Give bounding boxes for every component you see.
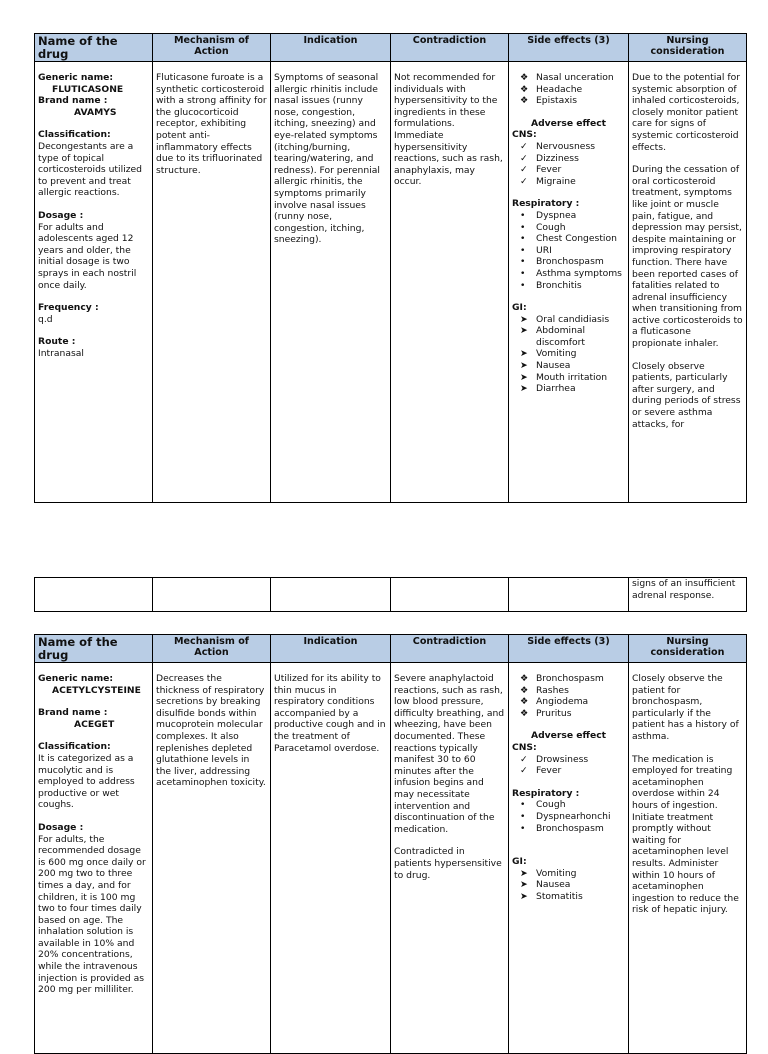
- table-row: [35, 663, 747, 1054]
- arrow-bullet-icon: ➤: [520, 879, 528, 891]
- arrow-bullet-icon: ➤: [520, 325, 528, 337]
- header-nursing: Nursing consideration: [629, 34, 747, 62]
- side-effects-list: [512, 72, 625, 107]
- frequency-text: q.d: [38, 313, 53, 325]
- dot-bullet-icon: •: [520, 244, 526, 256]
- dosage-label: Dosage :: [38, 821, 84, 833]
- brand-name: AVAMYS: [74, 106, 117, 118]
- dot-bullet-icon: •: [520, 799, 526, 811]
- nursing-text: signs of an insufficient adrenal response.: [632, 578, 736, 601]
- indication-cell: [271, 62, 391, 503]
- dot-bullet-icon: •: [520, 810, 526, 822]
- table-header-row: [35, 34, 747, 62]
- diamond-bullet-icon: ❖: [520, 696, 529, 708]
- cns-list: [512, 754, 625, 777]
- brand-name-label: Brand name :: [38, 707, 108, 719]
- nursing-text: The medication is employed for treating acetaminophen overdose within 24 hours of ingestion. Initiate treatment promptly without waiting for acetaminophen level results. Administer within 10 hours of acetaminophen ingestion to reduce the risk of hepatic injury.: [632, 753, 739, 916]
- list-item: ➤ Nausea: [520, 360, 571, 372]
- header-drug-name: Name of the drug: [35, 635, 153, 663]
- arrow-bullet-icon: ➤: [520, 383, 528, 395]
- classification-label: Classification:: [38, 129, 111, 141]
- indication-cell: [271, 663, 391, 1054]
- gi-label: GI:: [512, 302, 527, 314]
- list-item: ➤ Diarrhea: [520, 383, 576, 395]
- dot-bullet-icon: •: [520, 267, 526, 279]
- gi-label: GI:: [512, 856, 527, 868]
- list-item: • URI: [520, 244, 552, 256]
- indication-text: Symptoms of seasonal allergic rhinitis include nasal issues (runny nose, congestion, itching, sneezing) and eye-related symptoms (itching/burning, tearing/watering, and redness). For perennial allergic rhinitis, the symptoms primarily involve nasal issues (runny nose, congestion, itching, sneezing).: [274, 72, 380, 246]
- list-item: ➤ Vomiting: [520, 348, 577, 360]
- nursing-cell: [629, 663, 747, 1054]
- table-row: [35, 62, 747, 503]
- cns-list: [512, 141, 625, 187]
- generic-name: FLUTICASONE: [52, 83, 124, 95]
- list-item: ✓ Fever: [520, 164, 562, 176]
- cns-label: CNS:: [512, 741, 537, 753]
- list-item: ➤ Nausea: [520, 879, 571, 891]
- frequency-label: Frequency :: [38, 302, 99, 314]
- classification-text: It is categorized as a mucolytic and is employed to address productive or wet coughs.: [38, 752, 135, 811]
- diamond-bullet-icon: ❖: [520, 673, 529, 684]
- header-side-effects: Side effects (3): [509, 34, 629, 62]
- mechanism-text: Decreases the thickness of respiratory secretions by breaking disulfide bonds within mucoprotein molecular complexes. It also replenishes depleted glutathione levels in the liver, addressing acetaminophen toxicity.: [156, 673, 266, 789]
- diamond-bullet-icon: ❖: [520, 72, 529, 83]
- list-item: ✓ Migraine: [520, 175, 576, 187]
- check-icon: ✓: [520, 753, 528, 765]
- nursing-text: Closely observe the patient for bronchospasm, particularly if the patient has a history of asthma.: [632, 673, 739, 742]
- dot-bullet-icon: •: [520, 256, 526, 268]
- drug-name-cell: [35, 62, 153, 503]
- list-item: • Cough: [520, 221, 566, 233]
- list-item: • Chest Congestion: [520, 233, 617, 245]
- list-item: ❖ Pruritus: [520, 707, 572, 719]
- contradiction-text: Contradicted in patients hypersensitive to drug.: [394, 846, 502, 881]
- mechanism-cell: [153, 62, 271, 503]
- list-item: • Cough: [520, 799, 566, 811]
- list-item: ➤ Mouth irritation: [520, 371, 608, 383]
- header-contradiction: Contradiction: [391, 635, 509, 663]
- dosage-text: For adults and adolescents aged 12 years and older, the initial dosage is two sprays in each nostril once daily.: [38, 221, 137, 291]
- list-item: ➤ Stomatitis: [520, 890, 583, 902]
- side-effects-cell: [509, 62, 629, 503]
- header-contradiction: Contradiction: [391, 34, 509, 62]
- list-item: • Dyspnea: [520, 209, 577, 221]
- classification-label: Classification:: [38, 741, 111, 753]
- contradiction-cell: [391, 62, 509, 503]
- arrow-bullet-icon: ➤: [520, 371, 528, 383]
- respiratory-list: [512, 799, 625, 834]
- check-icon: ✓: [520, 175, 528, 187]
- brand-name: ACEGET: [74, 718, 115, 730]
- arrow-bullet-icon: ➤: [520, 348, 528, 360]
- nursing-cell: [629, 578, 747, 612]
- list-item: ❖ Headache: [520, 83, 583, 95]
- list-item: ➤ Abdominal discomfort: [520, 325, 586, 348]
- list-item: ❖ Nasal unceration: [520, 72, 614, 83]
- check-icon: ✓: [520, 765, 528, 777]
- table-header-row: [35, 635, 747, 663]
- dosage-label: Dosage :: [38, 209, 84, 221]
- dosage-text: For adults, the recommended dosage is 600 mg once daily or 200 mg two to three times a day, and for children, it is 100 mg two to four times daily based on age. The inhalation solution is available in 10% and 20% concentrations, while the intravenous injection is provided as 200 mg per milliliter.: [38, 833, 146, 996]
- header-nursing: Nursing consideration: [629, 635, 747, 663]
- header-side-effects: Side effects (3): [509, 635, 629, 663]
- classification-text: Decongestants are a type of topical corticosteroids utilized to prevent and treat allergic reactions.: [38, 140, 142, 199]
- header-drug-name: Name of the drug: [35, 34, 153, 62]
- check-icon: ✓: [520, 140, 528, 152]
- nursing-text: Closely observe patients, particularly after surgery, and during periods of stress or severe asthma attacks, for: [632, 360, 741, 430]
- generic-name: ACETYLCYSTEINE: [52, 684, 141, 696]
- route-text: Intranasal: [38, 347, 84, 359]
- list-item: • Bronchospasm: [520, 256, 604, 268]
- respiratory-list: [512, 210, 625, 291]
- drug-table-continuation: [34, 577, 747, 612]
- list-item: • Dyspnearhonchi: [520, 810, 611, 822]
- cns-label: CNS:: [512, 129, 537, 141]
- diamond-bullet-icon: ❖: [520, 83, 529, 95]
- list-item: ✓ Nervousness: [520, 140, 596, 152]
- gi-list: [512, 314, 625, 395]
- adverse-effect-label: Adverse effect: [530, 730, 607, 742]
- diamond-bullet-icon: ❖: [520, 95, 529, 107]
- dot-bullet-icon: •: [520, 209, 526, 221]
- drug-name-cell: [35, 663, 153, 1054]
- list-item: ❖ Rashes: [520, 684, 569, 696]
- drug-table-fluticasone: [34, 33, 747, 503]
- gi-list: [512, 868, 625, 903]
- list-item: • Asthma symptoms: [520, 267, 622, 279]
- list-item: ➤ Oral candidiasis: [520, 313, 610, 325]
- list-item: ✓ Drowsiness: [520, 753, 589, 765]
- nursing-text: Due to the potential for systemic absorption of inhaled corticosteroids, closely monitor patient care for signs of systemic corticosteroid effects.: [632, 72, 741, 153]
- contradiction-text: Not recommended for individuals with hypersensitivity to the ingredients in these formulations. Immediate hypersensitivity reactions, such as rash, anaphylaxis, may occur.: [394, 72, 503, 188]
- mechanism-text: Fluticasone furoate is a synthetic corticosteroid with a strong affinity for the glucocorticoid receptor, exhibiting potent anti-inflammatory effects due to its trifluorinated structure.: [156, 72, 267, 176]
- arrow-bullet-icon: ➤: [520, 360, 528, 372]
- drug-table-acetylcysteine: [34, 634, 747, 1054]
- dot-bullet-icon: •: [520, 221, 526, 233]
- header-mechanism: Mechanism of Action: [153, 635, 271, 663]
- list-item: ✓ Dizziness: [520, 152, 579, 164]
- dot-bullet-icon: •: [520, 822, 526, 834]
- side-effects-cell: [509, 663, 629, 1054]
- dot-bullet-icon: •: [520, 233, 526, 245]
- arrow-bullet-icon: ➤: [520, 867, 528, 879]
- respiratory-label: Respiratory :: [512, 198, 580, 210]
- diamond-bullet-icon: ❖: [520, 707, 529, 719]
- indication-text: Utilized for its ability to thin mucus in respiratory conditions accompanied by a productive cough and in the treatment of Paracetamol overdose.: [274, 673, 386, 754]
- contradiction-text: Severe anaphylactoid reactions, such as rash, low blood pressure, difficulty breathing, and wheezing, have been documented. These reactions typically manifest 30 to 60 minutes after the infusion begins and may necessitate intervention and discontinuation of the medication.: [394, 673, 505, 835]
- list-item: ❖ Angiodema: [520, 696, 589, 708]
- route-label: Route :: [38, 336, 76, 348]
- respiratory-label: Respiratory :: [512, 787, 580, 799]
- contradiction-cell: [391, 663, 509, 1054]
- list-item: ➤ Vomiting: [520, 867, 577, 879]
- generic-name-label: Generic name:: [38, 72, 114, 83]
- adverse-effect-label: Adverse effect: [530, 117, 607, 129]
- nursing-cell: [629, 62, 747, 503]
- arrow-bullet-icon: ➤: [520, 313, 528, 325]
- header-indication: Indication: [271, 635, 391, 663]
- side-effects-list: [512, 673, 625, 719]
- table-row: [35, 578, 747, 612]
- dot-bullet-icon: •: [520, 279, 526, 291]
- brand-name-label: Brand name :: [38, 95, 108, 107]
- header-mechanism: Mechanism of Action: [153, 34, 271, 62]
- check-icon: ✓: [520, 164, 528, 176]
- header-indication: Indication: [271, 34, 391, 62]
- nursing-text: During the cessation of oral corticosteroid treatment, symptoms like joint or muscle pain, fatigue, and depression may persist, despite maintaining or improving respiratory function. There have been reported cases of fatalities related to adrenal insufficiency when transitioning from active corticosteroids to a fluticasone propionate inhaler.: [632, 164, 743, 350]
- list-item: ✓ Fever: [520, 765, 562, 777]
- list-item: ❖ Bronchospasm: [520, 673, 604, 684]
- mechanism-cell: [153, 663, 271, 1054]
- generic-name-label: Generic name:: [38, 673, 114, 684]
- list-item: ❖ Epistaxis: [520, 95, 577, 107]
- list-item: • Bronchitis: [520, 279, 582, 291]
- list-item: • Bronchospasm: [520, 822, 604, 834]
- check-icon: ✓: [520, 152, 528, 164]
- arrow-bullet-icon: ➤: [520, 890, 528, 902]
- diamond-bullet-icon: ❖: [520, 684, 529, 696]
